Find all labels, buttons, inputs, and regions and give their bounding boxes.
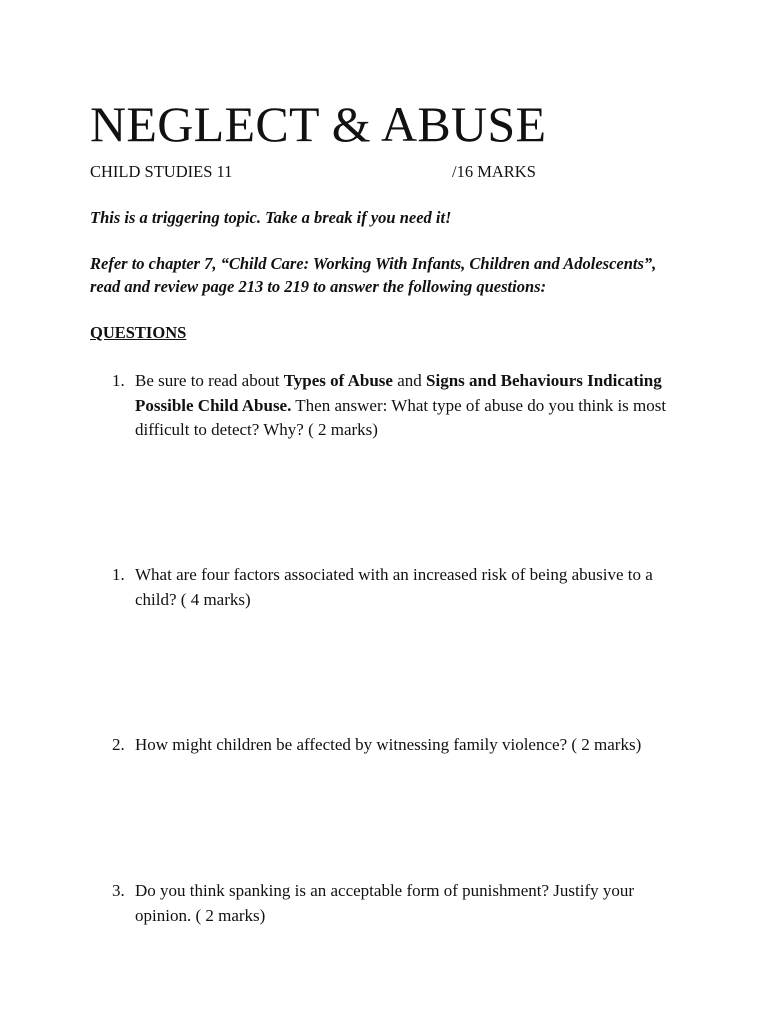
reading-instructions: Refer to chapter 7, “Child Care: Working With Infants, Children and Adolescents”, read and review page 213 to 219 to answer the following questions:	[90, 254, 657, 296]
total-marks: /16 MARKS	[452, 162, 536, 181]
question-item	[112, 733, 677, 758]
question-text	[135, 369, 677, 443]
question-item	[112, 563, 677, 612]
question-number: 3.	[112, 881, 125, 900]
trigger-warning-note: This is a triggering topic. Take a break if you need it!	[90, 208, 452, 227]
question-text-part: Be sure to read about	[135, 371, 284, 390]
question-number: 1.	[112, 565, 125, 584]
question-number: 2.	[112, 735, 125, 754]
questions-heading: QUESTIONS	[90, 323, 187, 342]
question-text-part: Then answer: What type of abuse do you think is most difficult to detect? Why? ( 2 marks)	[135, 395, 667, 439]
page-title: NEGLECT & ABUSE	[90, 96, 547, 152]
question-item	[112, 369, 677, 443]
question-text: Do you think spanking is an acceptable form of punishment? Justify your opinion. ( 2 marks)	[135, 881, 635, 925]
question-text: What are four factors associated with an increased risk of being abusive to a child? ( 4 marks)	[135, 565, 653, 609]
course-name: CHILD STUDIES 11	[90, 162, 233, 181]
question-item	[112, 879, 677, 928]
question-emphasis-signs-and-behaviours: Signs and Behaviours Indicating Possible Child Abuse.	[135, 371, 662, 415]
question-emphasis-types-of-abuse: Types of Abuse	[283, 371, 393, 390]
question-number: 1.	[112, 371, 125, 390]
question-text-part: and	[392, 371, 427, 390]
question-text: How might children be affected by witnessing family violence? ( 2 marks)	[135, 735, 642, 754]
